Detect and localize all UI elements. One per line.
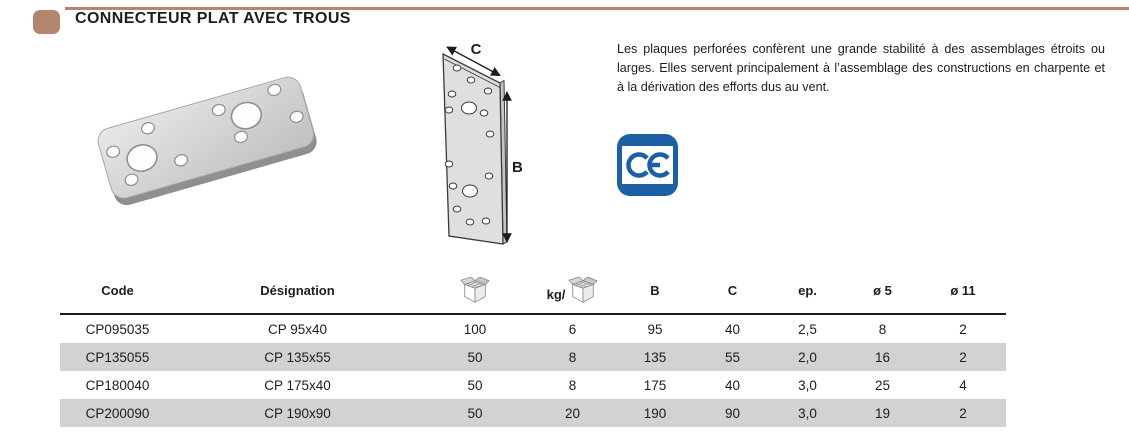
dimension-label-b: B [512, 159, 523, 176]
table-cell: CP135055 [85, 349, 150, 365]
table-row [60, 343, 1006, 371]
table-cell: 20 [564, 405, 581, 421]
table-cell: 40 [724, 377, 741, 393]
table-cell: 8 [568, 349, 577, 365]
kg-label: kg/ [546, 286, 566, 302]
table-cell: 175 [643, 377, 667, 393]
table-cell: 3,0 [798, 377, 817, 393]
diagram-large-hole [462, 102, 477, 114]
col-header-b: B [615, 268, 695, 314]
box-icon [460, 277, 490, 305]
table-cell: 2,5 [798, 321, 817, 337]
table-cell: 40 [724, 321, 741, 337]
table-cell: 2 [959, 349, 967, 365]
table-cell: CP 135x55 [264, 349, 331, 365]
description-text: Les plaques perforées confèrent une grande stabilité à des assemblages étroits ou larges. Elles servent principalement à l’assemblage des constructions en charpente et à la dérivation des efforts dus au vent. [617, 41, 1105, 94]
table-cell: 50 [467, 377, 483, 393]
col-header-dia5: ø 5 [845, 268, 920, 314]
table-header-row [60, 268, 1006, 314]
diagram-large-hole [463, 185, 478, 197]
table-row [60, 314, 1006, 343]
col-header-c: C [695, 268, 770, 314]
table-cell: 55 [724, 349, 741, 365]
table-cell: 90 [724, 405, 741, 421]
table-row [60, 371, 1006, 399]
table-cell: 8 [568, 377, 577, 393]
table-row [60, 399, 1006, 427]
table-cell: 3,0 [798, 405, 817, 421]
accent-square [33, 10, 60, 34]
products-table [60, 268, 1006, 427]
box-icon [568, 277, 598, 305]
table-cell: 100 [463, 321, 487, 337]
dimension-label-c: C [470, 41, 482, 58]
table-cell: 2,0 [798, 349, 817, 365]
table-cell: CP 190x90 [264, 405, 331, 421]
product-photo [55, 58, 385, 233]
table-cell: CP180040 [85, 377, 150, 393]
col-header-dia11: ø 11 [920, 268, 1006, 314]
col-header-kg-per-box [530, 268, 615, 314]
col-header-designation: Désignation [175, 268, 420, 314]
table-cell: 8 [878, 321, 887, 337]
table-cell: 6 [568, 321, 577, 337]
page-title: CONNECTEUR PLAT AVEC TROUS [75, 10, 351, 27]
table-cell: 135 [643, 349, 667, 365]
table-cell: 2 [959, 405, 967, 421]
table-body [60, 314, 1006, 427]
table-cell: CP 95x40 [267, 321, 328, 337]
table-cell: 19 [874, 405, 891, 421]
col-header-code: Code [60, 268, 175, 314]
table-cell: CP095035 [85, 321, 150, 337]
technical-diagram [420, 36, 565, 256]
table-cell: CP 175x40 [264, 377, 331, 393]
col-header-ep: ep. [770, 268, 845, 314]
table-cell: 95 [647, 321, 663, 337]
table-cell: 4 [959, 377, 967, 393]
table-cell: 50 [467, 349, 483, 365]
table-cell: 25 [874, 377, 891, 393]
ce-logo [617, 134, 678, 196]
col-header-qty-per-box [420, 268, 530, 314]
table-cell: 16 [874, 349, 891, 365]
table-cell: 190 [643, 405, 667, 421]
table-cell: 2 [959, 321, 967, 337]
table-cell: 50 [467, 405, 483, 421]
table-cell: CP200090 [85, 405, 150, 421]
